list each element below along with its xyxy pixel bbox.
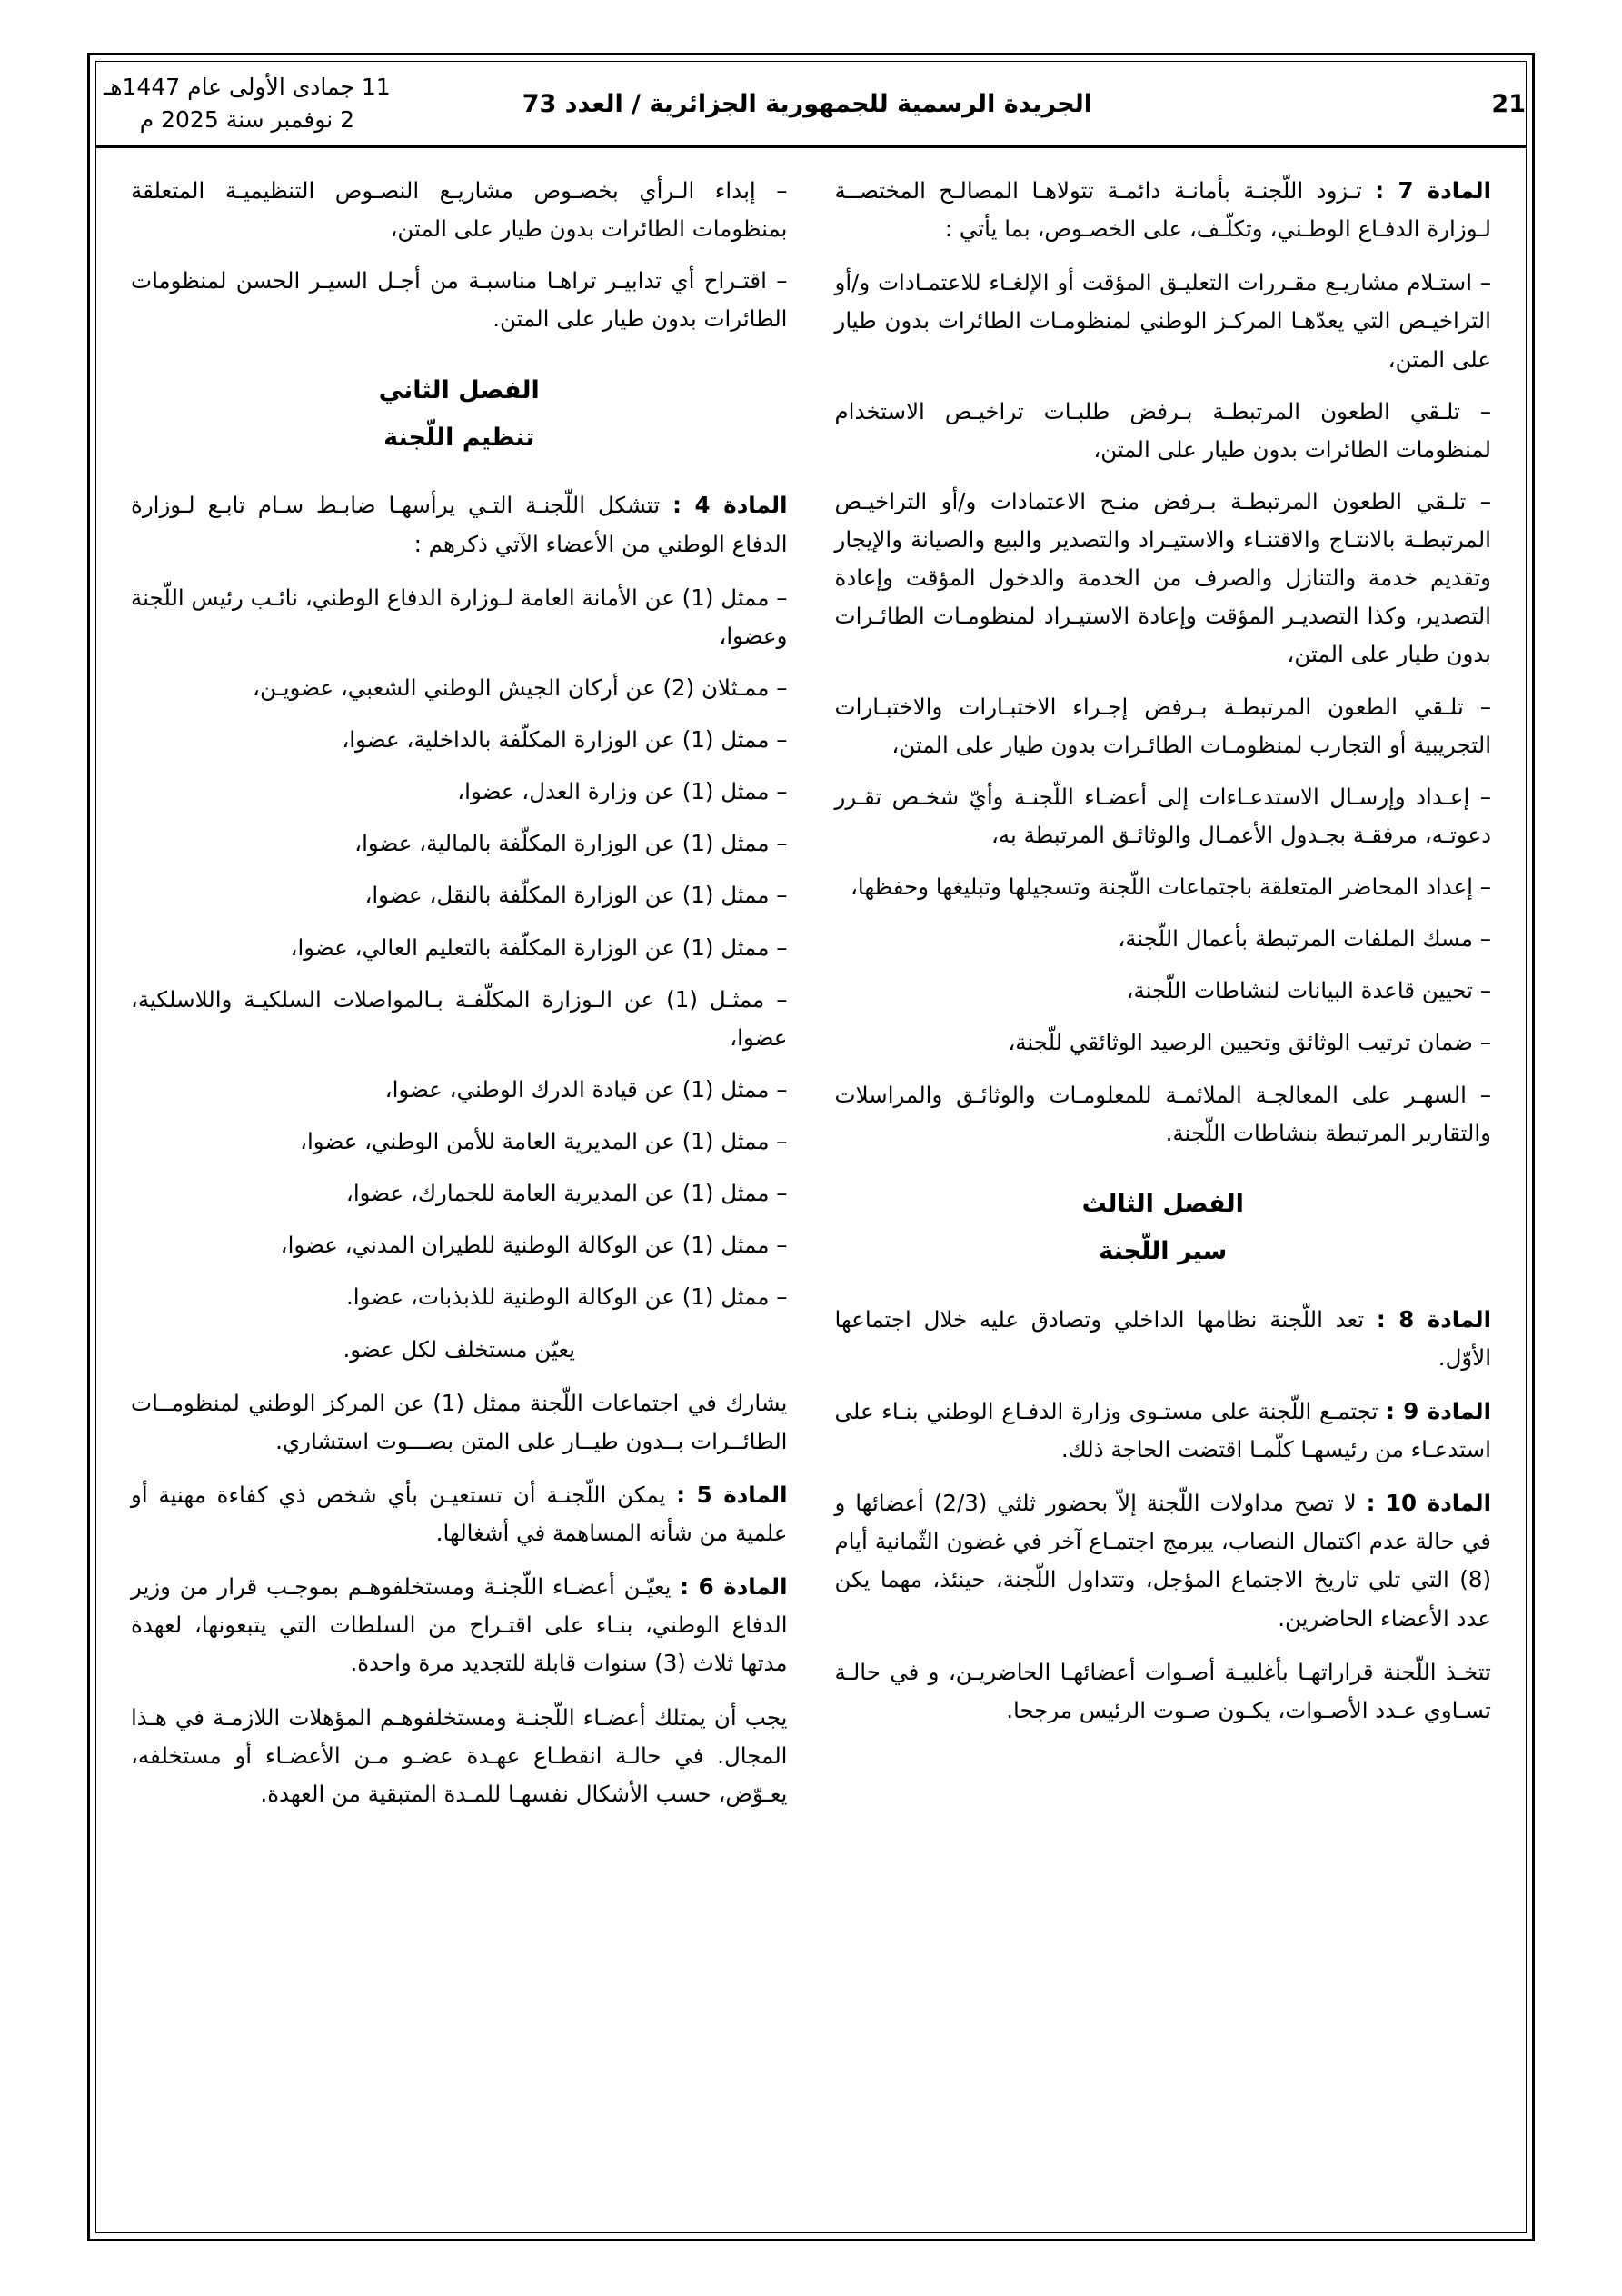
page-header [96,62,1526,148]
member-item: – ممثل (1) عن الوزارة المكلّفة بالنقل، عضوا، [364,882,788,909]
page-body [96,148,1526,2232]
list-item: – إبداء الـرأي بخصـوص مشاريـع النصـوص التنظيميـة المتعلقة بمنظومات الطائرات بدون طيار على المتن، [131,177,788,243]
article-8-label: المادة 8 : [1376,1305,1491,1333]
article-9-text: تجتمـع اللّجنة على مستـوى وزارة الدفـاع الوطني بنـاء على استدعـاء من رئيسهـا كلّمـا اقتضت الحاجة ذلك. [834,1397,1491,1462]
date-hijri: 11 جمادى الأولى عام 1447هـ [104,73,391,100]
chapter-2-subtitle: تنظيم اللّجنة [383,423,535,452]
article-6-text: يعيّـن أعضـاء اللّجنـة ومستخلفوهـم بموجـب قرار من وزير الدفاع الوطني، بنـاء على اقتـراح من السلطات التي يتبعونها، لعهدة مدتها ثلاث (3) سنوات قابلة للتجديد مرة واحدة. [131,1573,788,1677]
date-gregorian: 2 نوفمبر سنة 2025 م [139,106,355,133]
article-4 [131,486,788,563]
member-item: – ممثل (1) عن الوزارة المكلّفة بالتعليم العالي، عضوا، [290,933,788,961]
list-item: – تلـقي الطعون المرتبطـة بـرفض طلبـات تراخيـص الاستخدام لمنظومات الطائرات بدون طيار على المتن، [834,397,1491,463]
chapter-2-title: الفصل الثاني [378,375,540,404]
page-number: 21 [1491,89,1526,118]
page-outer-border [87,53,1535,2241]
right-column-closing: تتخـذ اللّجنة قراراتهـا بأغلبيـة أصـوات أعضائهـا الحاضريـن، و في حالـة تسـاوي عـدد الأصـوات، يكـون صـوت الرئيس مرجحا. [834,1658,1491,1723]
article-8-text: تعد اللّجنة نظامها الداخلي وتصادق عليه خلال اجتماعها الأوّل. [834,1305,1491,1371]
note-substitute: يعيّن مستخلف لكل عضو. [343,1335,576,1363]
member-item: – ممثل (1) عن الوزارة المكلّفة بالداخلية، عضوا، [342,726,788,753]
member-item: – ممثل (1) عن المديرية العامة للأمن الوطني، عضوا، [300,1128,788,1154]
article-10-label: المادة 10 : [1366,1490,1491,1517]
column-left [109,172,811,2223]
note-advisory: يشارك في اجتماعات اللّجنة ممثل (1) عن المركز الوطني لمنظومــات الطائــرات بــدون طيــار على المتن بصـــوت استشاري. [131,1389,788,1454]
list-item: – إعـداد وإرسـال الاستدعـاءات إلى أعضـاء اللّجنـة وأيّ شخـص تقـرر دعوتـه، مرفقـة بجـدول الأعمـال والوثائـق المرتبطة به، [834,783,1491,848]
chapter-3-subtitle: سير اللّجنة [1099,1237,1228,1266]
member-item: – ممثل (1) عن المديرية العامة للجمارك، عضوا، [345,1180,788,1207]
member-item: – ممـثلان (2) عن أركان الجيش الوطني الشعبي، عضويـن، [253,674,788,701]
list-item: – تلـقي الطعون المرتبطـة بـرفض منـح الاعتمادات و/أو التراخيـص المرتبطـة بالانتـاج والاقتنـاء والاستيـراد والتصدير والبيع والصيانة والإيجار وتقديم خدمة والتنازل والصرف من الخدمة والدخول المؤقت وإعادة التصدير، وكذا التصديـر المؤقت وإعادة الاستيـراد لمنظومـات الطائـرات بدون طيار على المتن، [834,487,1491,668]
article-8 [835,1301,1492,1377]
journal-title: الجريدة الرسمية للجمهورية الجزائرية / العدد 73 [522,89,1093,118]
list-item: – مسك الملفات المرتبطة بأعمال اللّجنة، [1118,925,1491,953]
article-7-text: تـزود اللّجنـة بأمانـة دائمـة تتولاهـا المصالـح المختصــة لـوزارة الدفـاع الوطـني، وتكلّـف، على الخصـوص، بما يأتي : [834,177,1491,243]
article-10-text: لا تصح مداولات اللّجنة إلاّ بحضور ثلثي (2/3) أعضائها و في حالة عدم اكتمال النصاب، يبرمج اجتمـاع آخر في غضون الثّمانية أيام (8) التي تلي تاريخ الاجتماع المؤجل، وتتداول اللّجنة، حينئذ، مهما يكن عدد الأعضاء الحاضرين. [834,1490,1491,1632]
list-item: – تحيين قاعدة البيانات لنشاطات اللّجنة، [1126,977,1491,1004]
member-item: – ممثل (1) عن وزارة العدل، عضوا، [457,778,788,805]
header-dates [96,62,398,145]
list-item: – إعداد المحاضر المتعلقة باجتماعات اللّجنة وتسجيلها وتبليغها وحفظها، [850,873,1491,900]
article-6 [131,1568,788,1682]
member-item: – ممثل (1) عن قيادة الدرك الوطني، عضوا، [384,1075,788,1103]
article-10 [835,1484,1492,1638]
list-item: – ضمان ترتيب الوثائق وتحيين الرصيد الوثائقي للّجنة، [1008,1029,1491,1056]
member-item: – ممثل (1) عن الأمانة العامة لـوزارة الدفاع الوطني، نائـب رئيس اللّجنة وعضوا، [131,584,788,649]
article-7-label: المادة 7 : [1375,177,1491,204]
article-7 [835,172,1492,248]
article-4-label: المادة 4 : [672,492,788,519]
article-5 [131,1476,788,1552]
article-5-text: يمكن اللّجنـة أن تستعيـن بأي شخص ذي كفاءة مهنية أو علمية من شأنه المساهمة في أشغالها. [131,1481,788,1546]
left-column-closing: يجب أن يمتلك أعضـاء اللّجنـة ومستخلفوهـم المؤهلات اللازمـة في هـذا المجال. في حالـة انقطـاع عهـدة عضـو مـن الأعضـاء أو مستخلفه، يعـوّض، حسب الأشكال نفسهـا للمـدة المتبقية من العهدة. [131,1703,788,1807]
article-9-label: المادة 9 : [1386,1397,1491,1424]
list-item: – السهـر على المعالجـة الملائمـة للمعلومـات والوثائـق والمراسلات والتقارير المرتبطة بنشاطات اللّجنة. [834,1081,1491,1146]
article-4-text: تتشكل اللّجنـة التـي يرأسهـا ضابـط سـام تابـع لـوزارة الدفاع الوطني من الأعضاء الآتي ذكرهم : [131,492,788,557]
article-5-label: المادة 5 : [676,1481,788,1508]
column-right [811,172,1514,2223]
list-item: – اقتـراح أي تدابيـر تراهـا مناسبـة من أجـل السيـر الحسن لمنظومات الطائرات بدون طيار على المتن. [131,267,788,333]
page-inner-border [95,61,1527,2233]
list-item: – تلـقي الطعون المرتبطـة بـرفض إجـراء الاختبـارات والاختبـارات التجريبية أو التجارب لمنظومـات الطائـرات بدون طيار على المتن، [834,693,1491,758]
member-item: – ممثل (1) عن الوكالة الوطنية للطيران المدني، عضوا، [280,1232,788,1259]
list-item: – استـلام مشاريـع مقـررات التعليـق المؤقت أو الإلغـاء للاعتمـادات و/أو التراخيـص التي يعدّهـا المركـز الوطني لمنظومـات الطائرات بدون طيار على المتن، [834,269,1491,373]
article-9 [835,1393,1492,1469]
member-item: – ممثل (1) عن الوزارة المكلّفة بالمالية، عضوا، [354,830,788,857]
chapter-3-title: الفصل الثالث [1081,1189,1244,1218]
article-6-label: المادة 6 : [680,1573,788,1601]
member-item: – ممثـل (1) عن الـوزارة المكلّفـة بـالمواصلات السلكيـة واللاسلكية، عضوا، [131,985,788,1051]
member-item: – ممثل (1) عن الوكالة الوطنية للذبذبات، عضوا. [346,1283,788,1311]
